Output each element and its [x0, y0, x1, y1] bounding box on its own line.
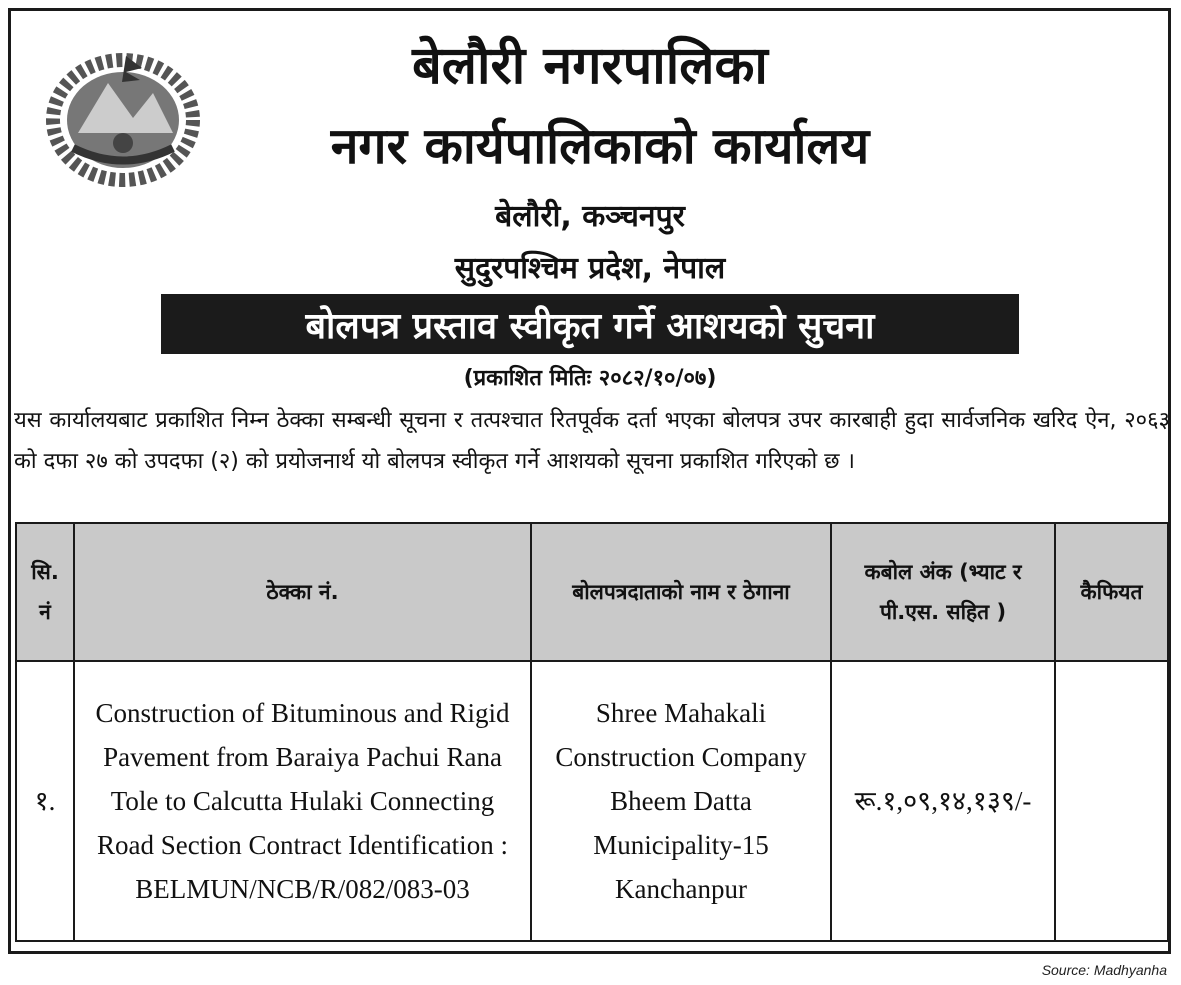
- header-remarks: कैफियत: [1055, 523, 1168, 661]
- notice-body: यस कार्यालयबाट प्रकाशित निम्न ठेक्का सम्बन्धी सूचना र तत्पश्चात रितपूर्वक दर्ता भएका बोलपत्र उपर कारबाही हुदा सार्वजनिक खरिद ऐन, २०६३ को दफा २७ को उपदफा (२) को प्रयोजनार्थ यो बोलपत्र स्वीकृत गर्ने आशयको सूचना प्रकाशित गरिएको छ ।: [14, 408, 1170, 474]
- province-text: सुदुरपश्चिम प्रदेश, नेपाल: [454, 251, 726, 286]
- published-date: (प्रकाशित मितिः २०८२/१०/०७): [463, 366, 717, 391]
- location-text: बेलौरी, कञ्चनपुर: [495, 199, 685, 234]
- notice-title-banner: [161, 294, 1019, 354]
- header-contract: ठेक्का नं.: [74, 523, 531, 661]
- cell-amount: रू.१,०९,१४,१३९/-: [831, 661, 1055, 941]
- cell-remarks: [1055, 661, 1168, 941]
- table-header-row: [16, 523, 1168, 661]
- cell-bidder: Shree Mahakali Construction Company Bheem Datta Municipality-15 Kanchanpur: [531, 661, 831, 941]
- header-amount: कबोल अंक (भ्याट र पी.एस. सहित ): [831, 523, 1055, 661]
- notice-title: बोलपत्र प्रस्ताव स्वीकृत गर्ने आशयको सुचना: [305, 305, 875, 347]
- cell-sn: १.: [16, 661, 74, 941]
- header-sn: सि. नं: [16, 523, 74, 661]
- nepal-emblem-icon: [38, 38, 208, 188]
- header-bidder: बोलपत्रदाताको नाम र ठेगाना: [531, 523, 831, 661]
- source-credit: Source: Madhyanha: [1041, 962, 1167, 978]
- municipality-title: बेलौरी नगरपालिका: [412, 36, 768, 96]
- table-row: [16, 661, 1168, 941]
- office-title: नगर कार्यपालिकाको कार्यालय: [330, 117, 870, 175]
- cell-contract: Construction of Bituminous and Rigid Pavement from Baraiya Pachui Rana Tole to Calcutta Hulaki Connecting Road Section Contract Identification : BELMUN/NCB/R/082/083-03: [74, 661, 531, 941]
- bid-table: [15, 522, 1169, 942]
